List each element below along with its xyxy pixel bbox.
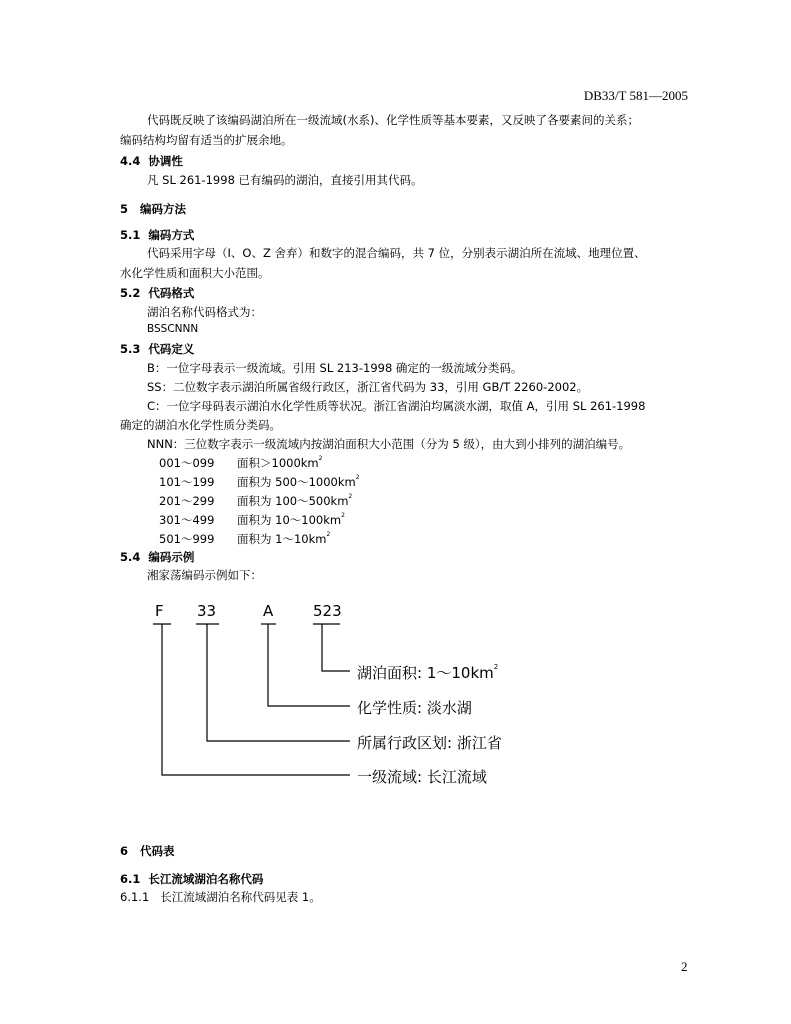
section-number: 6 [120,844,129,858]
section-5-1-line-2: 水化学性质和面积大小范围。 [120,266,270,280]
doc-number: DB33/T 581—2005 [583,88,688,103]
range-code: 501～999 [159,532,215,546]
section-number: 5 [120,202,129,216]
definition-c-line-2: 确定的湖泊水化学性质分类码。 [120,418,281,432]
section-number: 5.1 [120,228,141,242]
definition-nnn: NNN：三位数字表示一级流域内按湖泊面积大小范围（分为 5 级），由大到小排列的湖泊编号。 [147,437,631,451]
section-number: 4.4 [120,154,141,168]
range-code: 101～199 [159,475,215,489]
section-6-heading [120,843,175,859]
section-title: 编码示例 [148,550,195,564]
range-desc: 面积为 500～1000km [237,475,356,489]
superscript: 2 [348,493,353,500]
section-number: 6.1.1 [120,890,150,904]
intro-line-2: 编码结构均留有适当的扩展余地。 [120,133,293,147]
diagram-label-province: 所属行政区划: 浙江省 [357,734,502,752]
label-text: 湖泊面积: 1～10km [357,664,494,682]
superscript: 2 [493,663,499,671]
diagram-label-chemistry: 化学性质: 淡水湖 [357,699,472,717]
code-basin-letter: F [155,602,164,620]
section-6-1-heading [120,871,263,887]
section-4-4-text: 凡 SL 261-1998 已有编码的湖泊，直接引用其代码。 [147,173,423,187]
section-number: 5.2 [120,286,141,300]
section-number: 5.4 [120,550,141,564]
superscript: 2 [318,455,323,462]
section-title: 代码表 [140,844,175,858]
section-title: 协调性 [148,154,183,168]
section-title: 编码方法 [140,202,187,216]
section-number: 6.1 [120,872,141,886]
superscript: 2 [341,512,345,519]
section-5-4-text: 湘家荡编码示例如下： [147,568,262,582]
leader-line-area [322,624,350,671]
range-desc: 面积＞1000km [237,456,319,470]
superscript: 2 [355,474,360,481]
section-text: 长江流域湖泊名称代码见表 1。 [160,890,321,904]
section-6-1-1 [120,889,321,905]
section-title: 代码定义 [148,342,195,356]
definition-ss: SS：二位数字表示湖泊所属省级行政区，浙江省代码为 33，引用 GB/T 2260-2002。 [147,380,589,394]
intro-line-1: 代码既反映了该编码湖泊所在一级流域(水系)、化学性质等基本要素，又反映了各要素间的关系； [147,113,639,127]
diagram-label-basin: 一级流域: 长江流域 [357,768,487,786]
diagram-label-area [357,662,498,683]
range-code: 301～499 [159,513,215,527]
leader-line-province [207,624,350,741]
code-province-digits: 33 [197,602,217,620]
page-number: 2 [681,959,688,974]
section-title: 编码方式 [148,228,195,242]
section-5-1-line-1: 代码采用字母（I、O、Z 舍弃）和数字的混合编码，共 7 位，分别表示湖泊所在流域、地理位置、 [147,246,646,260]
code-chemistry-letter: A [263,602,274,620]
range-desc: 面积为 10～100km [237,513,342,527]
range-desc: 面积为 1～10km [237,532,327,546]
section-title: 长江流域湖泊名称代码 [148,872,264,886]
section-number: 5.3 [120,342,141,356]
definition-b: B：一位字母表示一级流域。引用 SL 213-1998 确定的一级流域分类码。 [147,361,523,375]
code-format: BSSCNNN [147,323,199,335]
range-desc: 面积为 100～500km [237,494,349,508]
range-code: 001～099 [159,456,215,470]
range-code: 201～299 [159,494,215,508]
leader-line-chemistry [268,624,350,706]
section-5-2-line-1: 湖泊名称代码格式为： [147,305,262,319]
definition-c-line-1: C：一位字母码表示湖泊水化学性质等状况。浙江省湖泊均属淡水湖，取值 A，引用 SL 261-1998 [147,399,646,413]
code-lake-number: 523 [313,602,342,620]
superscript: 2 [326,531,331,538]
section-title: 代码格式 [148,286,195,300]
